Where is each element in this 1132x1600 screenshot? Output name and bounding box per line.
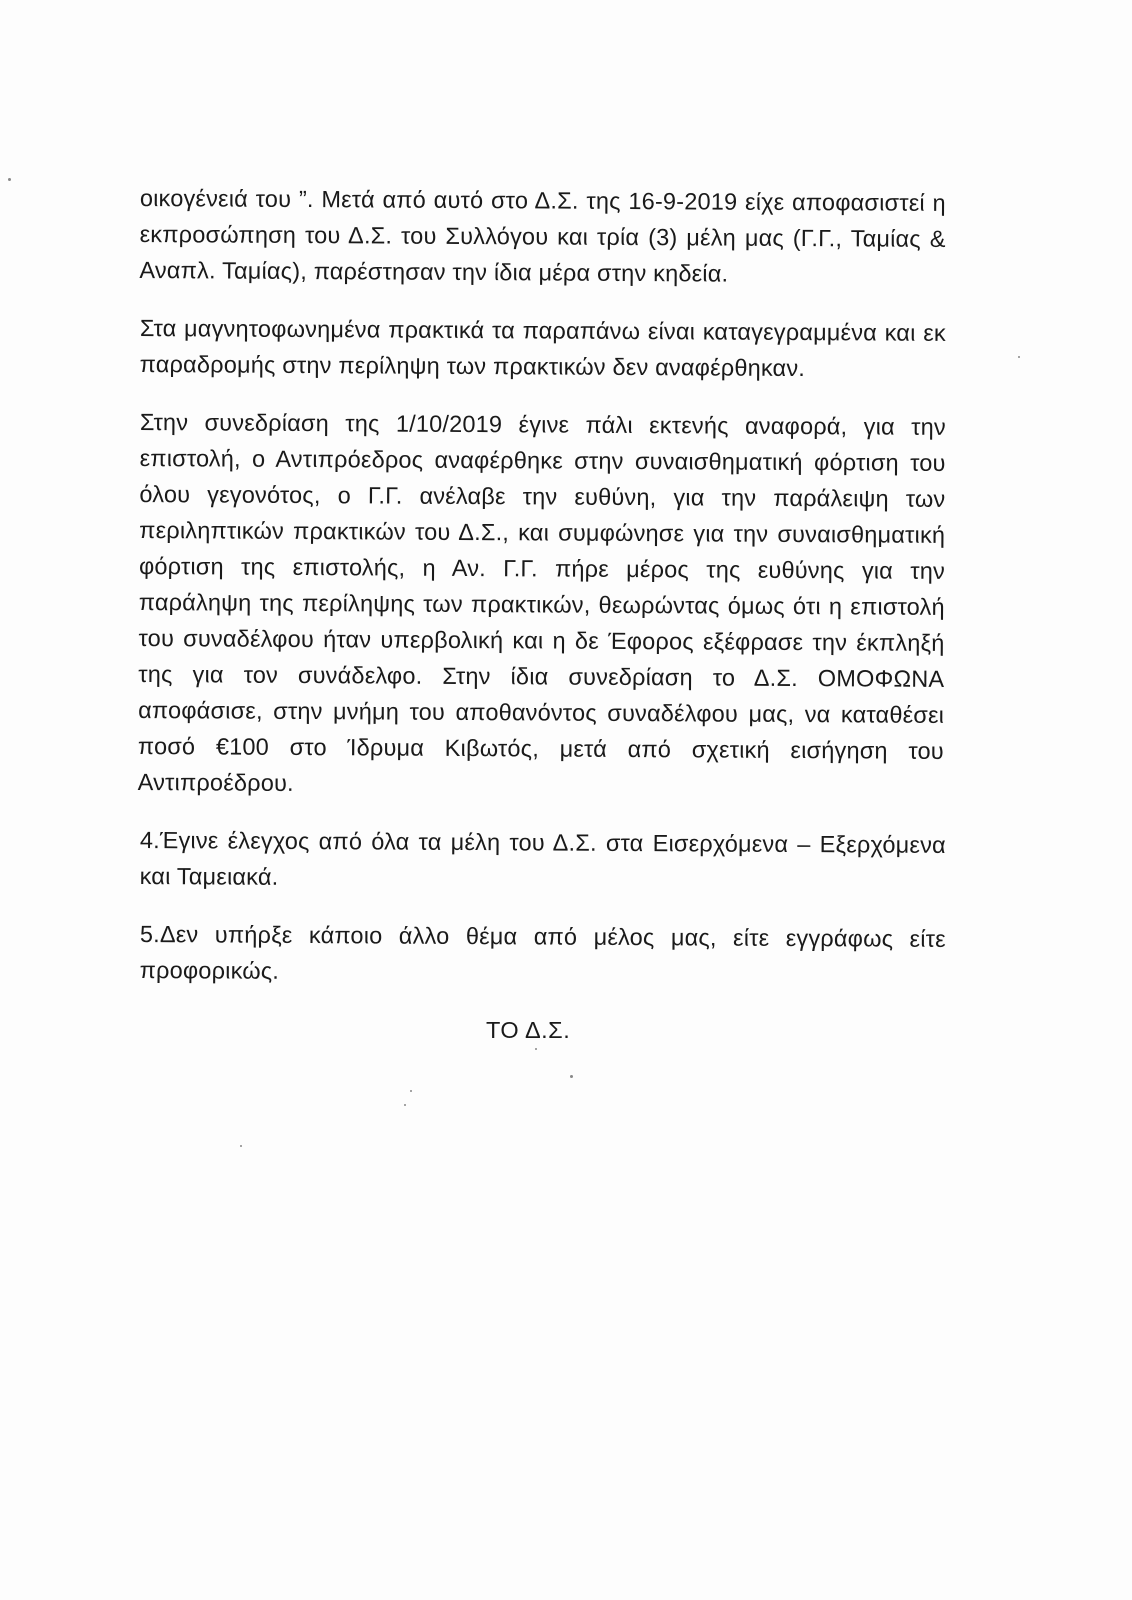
scan-speck xyxy=(410,1090,412,1092)
paragraph-funeral-representation: οικογένειά του ”. Μετά από αυτό στο Δ.Σ. της 16-9-2019 είχε αποφασιστεί η εκπροσώπηση του Δ.Σ. του Συλλόγου και τρία (3) μέλη μας (Γ.Γ., Ταμίας & Αναπλ. Ταμίας), παρέστησαν την ίδια μέρα στην κηδεία. xyxy=(139,184,946,287)
paragraph-meeting-1-10-2019: Στην συνεδρίαση της 1/10/2019 έγινε πάλι εκτενής αναφορά, για την επιστολή, ο Αντιπρόεδρος αναφέρθηκε στην συναισθηματική φόρτιση του όλου γεγονότος, ο Γ.Γ. ανέλαβε την ευθύνη, για την παράλειψη των περιληπτικών πρακτικών του Δ.Σ., και συμφώνησε για την συναισθηματική φόρτιση της επιστολής, η Αν. Γ.Γ. πήρε μέρος της ευθύνης για την παράληψη της περίληψης των πρακτικών, θεωρώντας όμως ότι η επιστολή του συναδέλφου ήταν υπερβολική και η δε Έφορος εξέφρασε την έκπληξή της για τον συνάδελφο. Στην ίδια συνεδρίαση το Δ.Σ. ΟΜΟΦΩΝΑ αποφάσισε, στην μνήμη του αποθανόντος συναδέλφου μας, να καταθέσει ποσό €100 στο Ίδρυμα Κιβωτός, μετά από σχετική εισήγηση του Αντιπροέδρου. xyxy=(137,408,946,796)
signature-board: ΤΟ Δ.Σ. xyxy=(486,1017,571,1043)
scan-speck xyxy=(8,178,11,181)
scan-speck xyxy=(240,1145,242,1147)
paragraph-recorded-minutes: Στα μαγνητοφωνημένα πρακτικά τα παραπάνω είναι καταγεγραμμένα και εκ παραδρομής στην περίληψη των πρακτικών δεν αναφέρθηκαν. xyxy=(139,314,946,382)
scan-speck xyxy=(570,1075,573,1078)
scan-speck xyxy=(1018,356,1020,358)
paragraph-item-4: 4.Έγινε έλεγχος από όλα τα μέλη του Δ.Σ. στα Εισερχόμενα – Εξερχόμενα και Ταμειακά. xyxy=(139,826,946,890)
paragraph-item-5: 5.Δεν υπήρξε κάποιο άλλο θέμα από μέλος μας, είτε εγγράφως είτε προφορικώς. xyxy=(139,920,946,984)
scan-speck xyxy=(404,1104,406,1106)
scan-speck xyxy=(535,1048,537,1050)
document-body xyxy=(137,180,946,1010)
